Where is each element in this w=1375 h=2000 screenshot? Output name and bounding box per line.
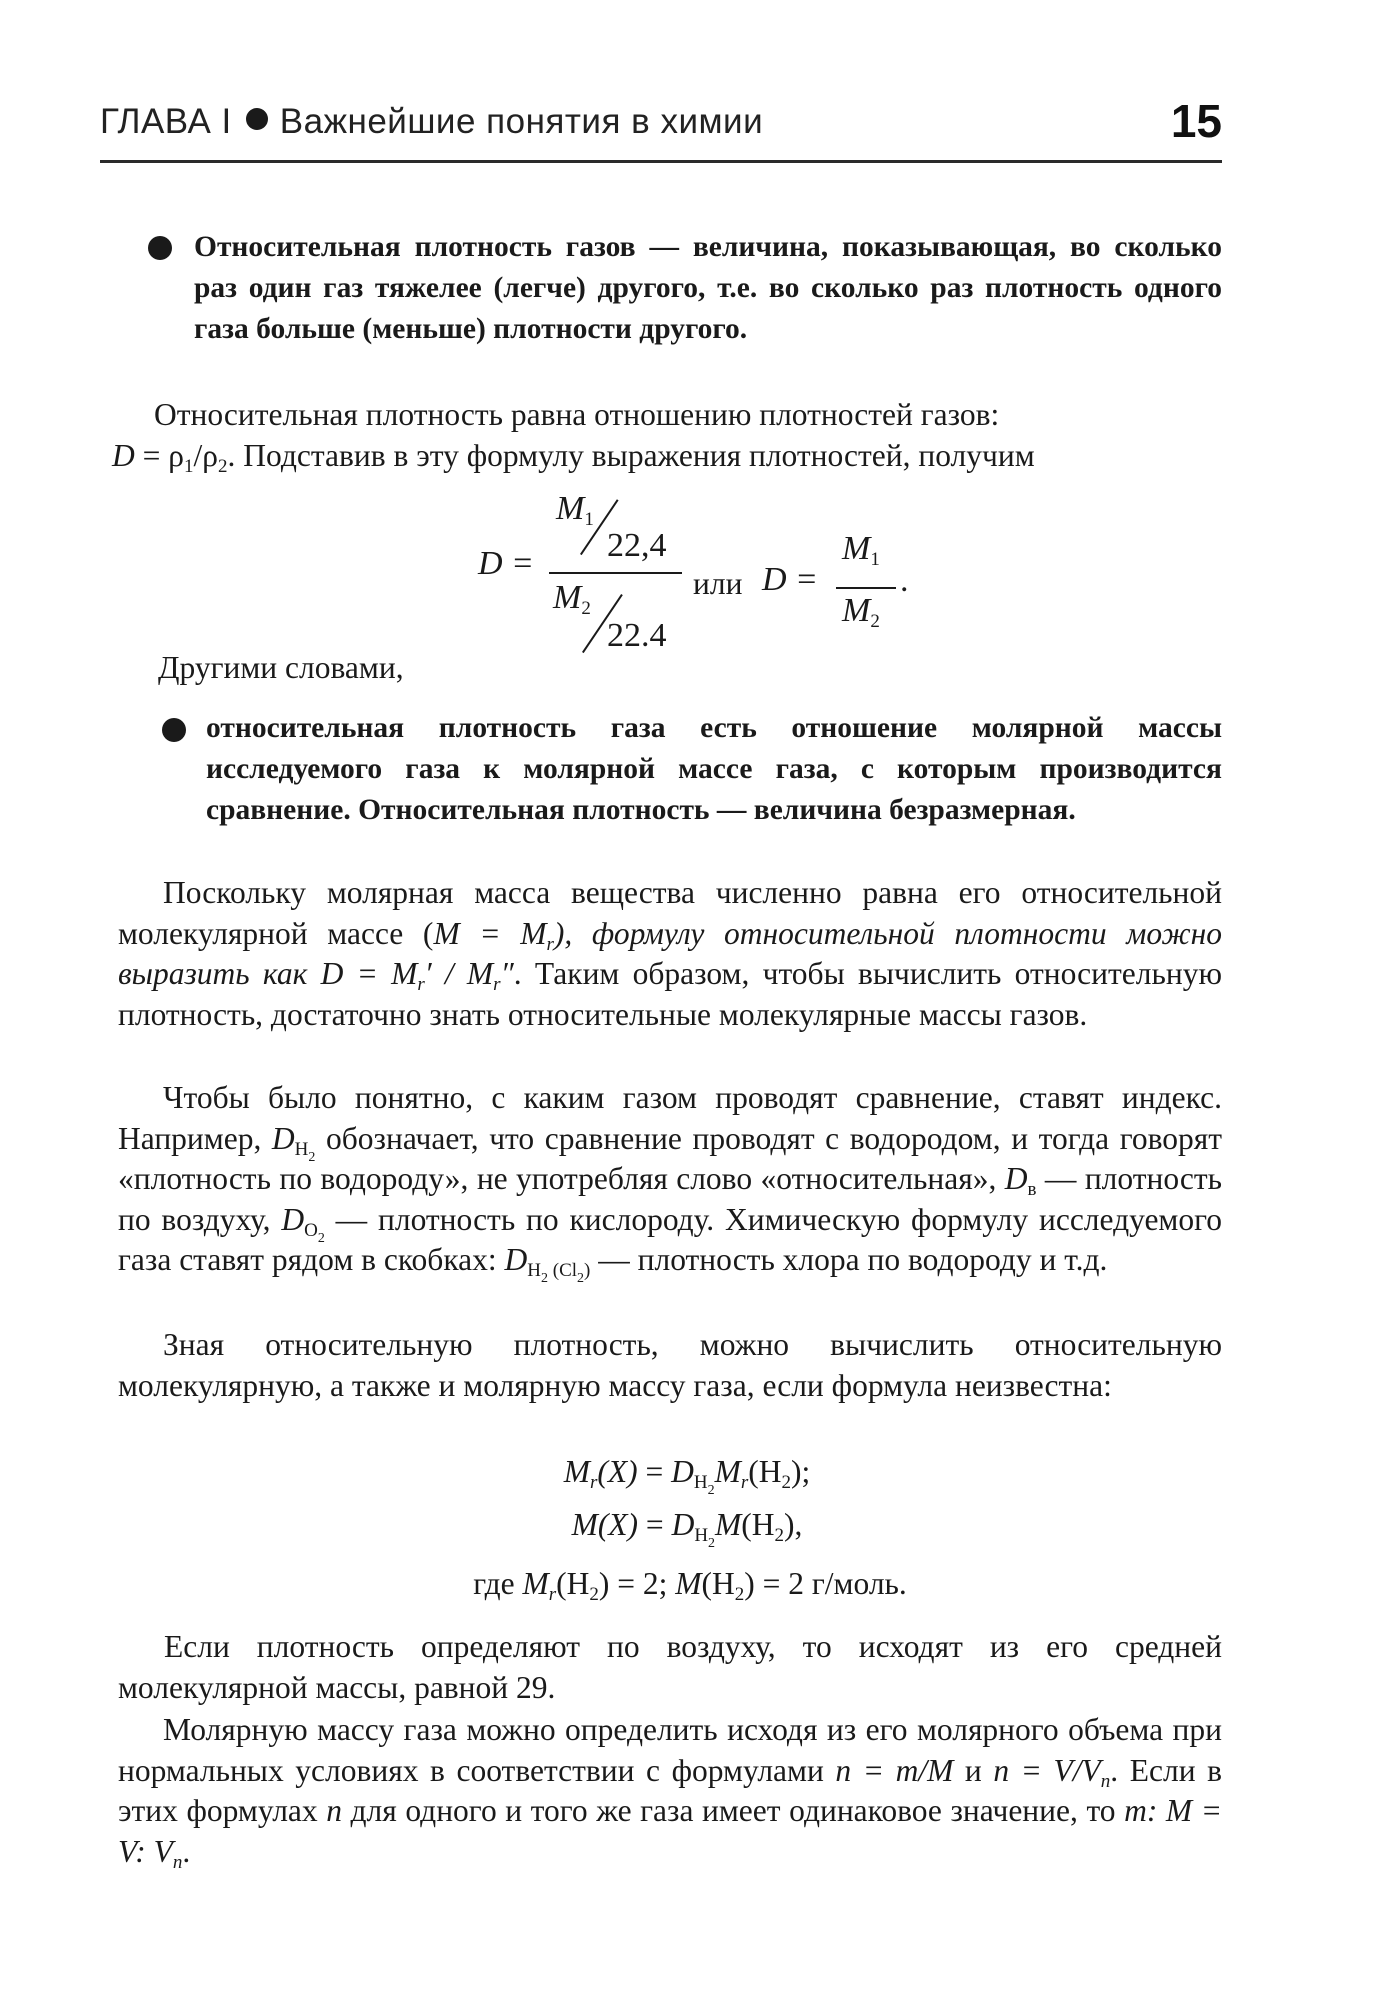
paragraph xyxy=(118,873,1222,1035)
symbol: (X) xyxy=(597,1454,638,1489)
symbol: M xyxy=(466,956,494,991)
denominator-m xyxy=(553,579,591,617)
running-header xyxy=(100,95,1222,163)
symbol: ρ xyxy=(168,438,184,473)
symbol: M xyxy=(556,490,585,527)
chapter-heading xyxy=(100,102,763,142)
equals-sign: = xyxy=(851,1752,896,1788)
symbol: M xyxy=(714,1454,741,1489)
paragraph-text: ), формулу относительной плотности можно выразить как xyxy=(118,915,1222,991)
paragraph-text: . Таким образом, чтобы вычислить относительную плотность, достаточно знать относительные молекулярные массы газов. xyxy=(118,956,1222,1032)
subscript: 2 xyxy=(577,1271,585,1286)
slash-sign: / xyxy=(1072,1752,1082,1788)
equation-relative-mass xyxy=(527,1454,847,1498)
symbol: m xyxy=(895,1752,919,1788)
symbol: M xyxy=(553,579,582,616)
formula-lhs xyxy=(478,545,534,583)
paragraph-text: где xyxy=(473,1566,523,1601)
bullet-icon xyxy=(148,236,172,260)
paragraph xyxy=(118,1078,1223,1286)
subscript: n xyxy=(1100,1770,1111,1792)
paragraph-text: — плотность по воздуху, xyxy=(118,1161,1222,1237)
symbol: ), xyxy=(784,1507,803,1542)
denominator-denominator: 22.4 xyxy=(607,617,667,654)
subscript: r xyxy=(589,1472,598,1493)
subscript: 1 xyxy=(584,509,594,530)
paragraph xyxy=(118,1710,1222,1872)
subscript: 2 xyxy=(308,1149,316,1165)
symbol: D xyxy=(320,956,344,991)
symbol: M xyxy=(433,915,460,951)
symbol: ′ xyxy=(424,956,432,991)
symbol: : xyxy=(1146,1793,1166,1828)
symbol: ); xyxy=(791,1454,811,1489)
subscript: r xyxy=(546,933,554,955)
symbol: ρ xyxy=(202,438,218,473)
subscript: 2 xyxy=(218,456,228,477)
subscript xyxy=(294,1138,316,1165)
formula-text: D = xyxy=(762,561,818,598)
symbol: D xyxy=(271,1120,295,1156)
paragraph-text: для одного и того же газа имеет одинаковое значение, то xyxy=(341,1793,1125,1828)
subscript: 2 xyxy=(774,1525,785,1546)
equals-sign: = xyxy=(637,1454,672,1489)
symbol: H xyxy=(693,1472,708,1493)
symbol: D xyxy=(281,1201,305,1237)
paragraph-text: — плотность хлора по водороду и т.д. xyxy=(590,1242,1108,1277)
paragraph-text: Молярную массу газа можно определить исходя из его молярного объема при нормальных условиях в соответствии с формулами xyxy=(118,1712,1222,1788)
paragraph-text: ) = 2 г/моль. xyxy=(744,1566,907,1601)
equals-sign: = xyxy=(343,956,392,991)
equation-hydrogen-values xyxy=(400,1566,980,1605)
symbol: O xyxy=(304,1219,318,1241)
formula-text: D = xyxy=(478,545,534,582)
equals-sign: = xyxy=(1009,1752,1054,1788)
symbol: H xyxy=(294,1138,309,1160)
paragraph-text: . Если в этих формулах xyxy=(118,1752,1222,1828)
subscript: 2 xyxy=(781,1472,792,1493)
subscript: 2 xyxy=(870,611,880,632)
subscript xyxy=(527,1260,591,1286)
symbol: V xyxy=(1053,1752,1073,1788)
subscript: 2 xyxy=(581,598,591,619)
subscript: 1 xyxy=(184,456,194,477)
fraction-bar xyxy=(836,587,896,589)
slash-sign: / xyxy=(431,956,467,991)
symbol: D xyxy=(112,438,135,473)
equation-molar-mass xyxy=(527,1507,847,1551)
symbol: M xyxy=(391,956,418,991)
equals-sign: = xyxy=(638,1507,672,1542)
subscript: r xyxy=(417,974,425,995)
subscript: 2 xyxy=(707,1483,715,1498)
symbol: M xyxy=(520,915,547,951)
symbol: M xyxy=(842,592,871,629)
page-number: 15 xyxy=(1170,95,1222,147)
symbol: ) xyxy=(584,1260,591,1281)
chapter-title: Важнейшие понятия в химии xyxy=(279,102,764,141)
symbol: M xyxy=(1165,1793,1193,1828)
symbol: (H xyxy=(701,1566,735,1601)
symbol: D xyxy=(504,1242,528,1277)
paragraph-text: . xyxy=(182,1833,191,1869)
paragraph-text: и xyxy=(953,1752,994,1788)
subscript: r xyxy=(493,974,501,995)
symbol: n xyxy=(326,1793,342,1828)
paragraph-text: ) = 2; xyxy=(598,1566,676,1601)
rhs-denominator xyxy=(842,592,880,630)
subscript: в xyxy=(1027,1179,1037,1200)
subscript xyxy=(694,1525,716,1551)
definition-block: относительная плотность газа есть отношение молярной массы исследуемого газа к молярной массе газа, с которым производится сравнение. Относительная плотность — величина безразмерная. xyxy=(206,712,1222,826)
symbol: D xyxy=(671,1454,694,1489)
symbol: M xyxy=(715,1507,742,1542)
paragraph xyxy=(112,436,1222,477)
bullet-icon xyxy=(246,108,268,130)
subscript: r xyxy=(548,1584,557,1605)
equals-sign: = xyxy=(459,915,521,951)
subscript: 1 xyxy=(870,549,880,570)
paragraph: Другими словами, xyxy=(158,650,404,685)
definition-block: Относительная плотность газов — величина, показывающая, во сколько раз один газ тяжелее (легче) другого, т.е. во сколько раз плотность одного газа больше (меньше) плотности другого. xyxy=(194,231,1222,345)
symbol: : xyxy=(135,1833,154,1869)
symbol: M xyxy=(927,1752,954,1788)
paragraph-text: . Подставив в эту формулу выражения плотностей, получим xyxy=(227,438,1035,473)
rhs-numerator xyxy=(842,530,880,568)
chapter-label: ГЛАВА I xyxy=(100,102,232,141)
symbol: (H xyxy=(556,1566,590,1601)
symbol: V xyxy=(1081,1752,1101,1788)
symbol: (X) xyxy=(597,1507,639,1542)
symbol: D xyxy=(671,1507,695,1542)
equals-sign: = xyxy=(1192,1793,1222,1828)
subscript: 2 xyxy=(589,1584,599,1605)
symbol: V xyxy=(153,1833,173,1869)
paragraph-text: обозначает, что сравнение проводят с водородом, и тогда говорят «плотность по водороду», не употребляя слово «относительная», xyxy=(118,1120,1223,1196)
symbol: n xyxy=(993,1752,1010,1788)
subscript xyxy=(304,1219,325,1246)
paragraph: Если плотность определяют по воздуху, то исходят из его средней молекулярной массы, равной 29. xyxy=(118,1629,1222,1705)
subscript: 2 xyxy=(708,1536,716,1551)
or-word: или xyxy=(693,566,743,601)
period: . xyxy=(900,562,909,599)
symbol: n xyxy=(835,1752,852,1788)
symbol: H xyxy=(694,1525,709,1546)
symbol: M xyxy=(522,1566,549,1601)
equals-sign: = xyxy=(134,438,169,473)
paragraph: Зная относительную плотность, можно вычислить относительную молекулярную, а также и молярную массу газа, если формула неизвестна: xyxy=(118,1327,1222,1403)
symbol: (H xyxy=(748,1454,782,1489)
subscript xyxy=(693,1472,715,1498)
paragraph-text: — плотность по кислороду. Химическую формулу исследуемого газа ставят рядом в скобках: xyxy=(118,1201,1222,1277)
symbol: M xyxy=(571,1507,598,1542)
paragraph-line: Относительная плотность равна отношению плотностей газов: xyxy=(154,397,1000,432)
symbol: m xyxy=(1124,1793,1147,1828)
numerator-m xyxy=(556,490,594,528)
bullet-icon xyxy=(162,718,186,742)
slash-sign: / xyxy=(193,438,203,473)
fraction-bar xyxy=(549,572,682,574)
subscript: n xyxy=(172,1851,183,1873)
subscript: r xyxy=(740,1472,749,1493)
paragraph-text: Поскольку молярная масса вещества численно равна его относительной молекулярной массе ( xyxy=(118,875,1222,951)
symbol: D xyxy=(1004,1161,1028,1196)
paragraph xyxy=(118,395,1222,436)
symbol: V xyxy=(118,1833,136,1869)
subscript: 2 xyxy=(541,1271,549,1286)
paragraph-text: Чтобы было понятно, с каким газом проводят сравнение, ставят индекс. Например, xyxy=(118,1080,1222,1156)
symbol: ″ xyxy=(500,956,514,991)
numerator-denominator: 22,4 xyxy=(607,527,667,564)
symbol: M xyxy=(842,530,871,567)
symbol: M xyxy=(675,1566,702,1601)
subscript: 2 xyxy=(317,1230,325,1246)
formula-rhs-lhs xyxy=(762,561,818,599)
slash-sign: / xyxy=(918,1752,928,1788)
symbol: (H xyxy=(741,1507,775,1542)
subscript: 2 xyxy=(734,1584,745,1605)
symbol: H xyxy=(527,1260,542,1281)
symbol: (Cl xyxy=(552,1260,578,1281)
symbol: M xyxy=(563,1454,590,1489)
